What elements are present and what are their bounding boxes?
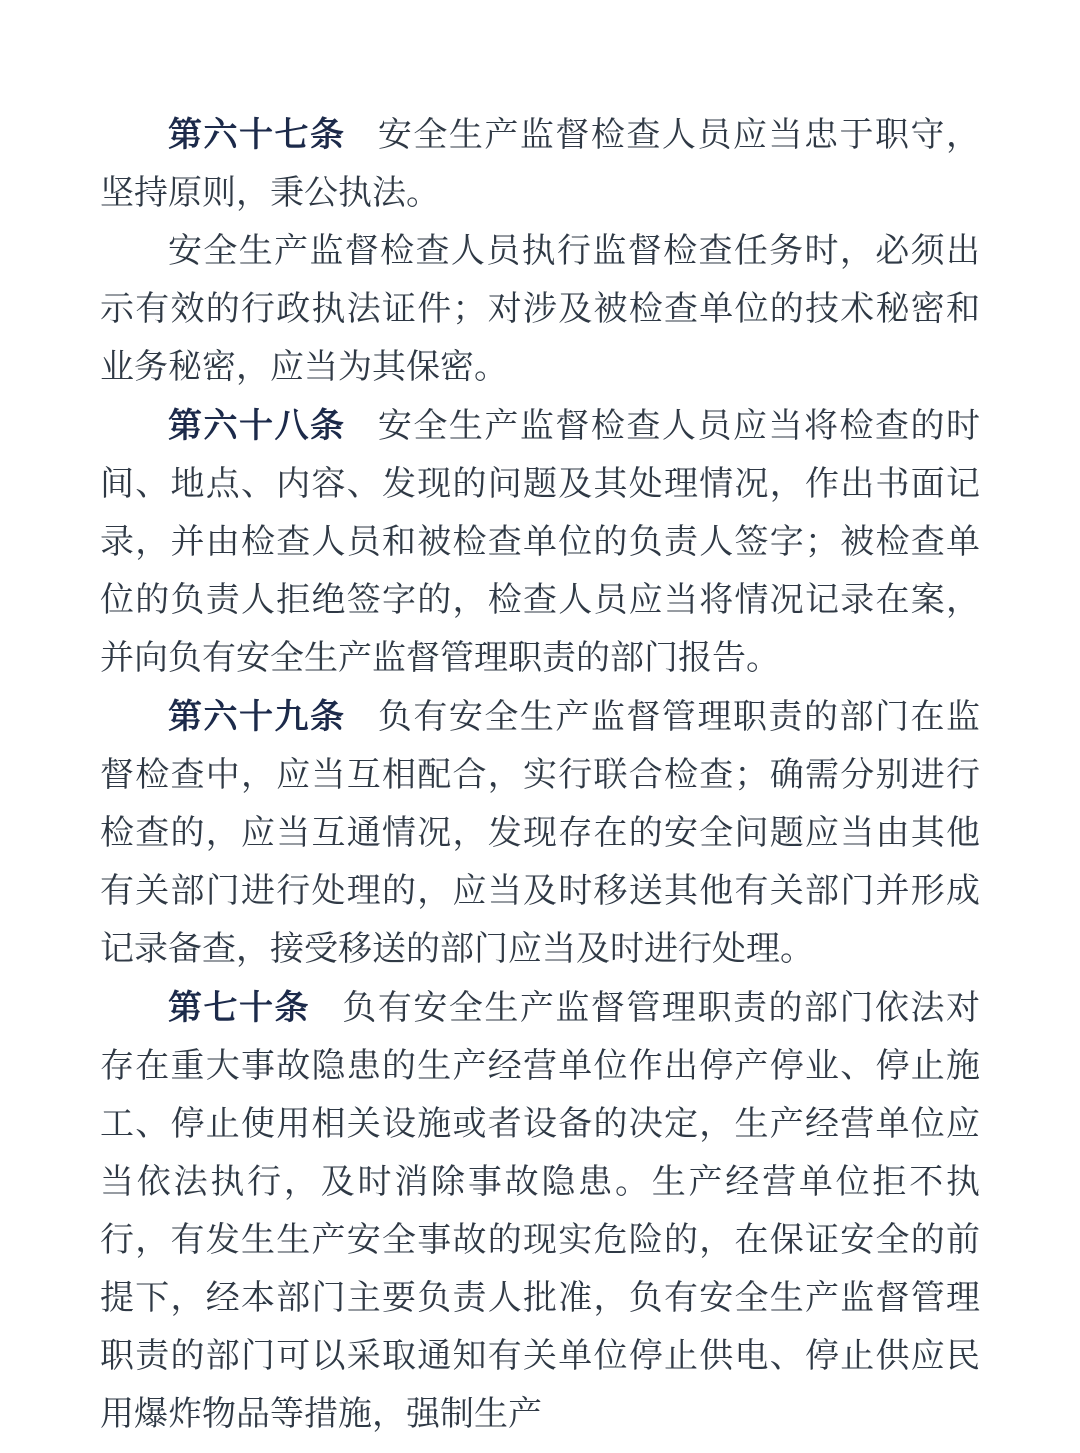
article-70-text: 负有安全生产监督管理职责的部门依法对存在重大事故隐患的生产经营单位作出停产停业、停止施工、停止使用相关设施或者设备的决定，生产经营单位应当依法执行，及时消除事故隐患。生产经营单位拒不执行，有发生生产安全事故的现实危险的，在保证安全的前提下，经本部门主要负责人批准，负有安全生产监督管理职责的部门可以采取通知有关单位停止供电、停止供应民用爆炸物品等措施，强制生产 [100,990,981,1433]
paragraph-article-70 [100,979,980,1444]
article-67-number: 第六十七条 [168,116,346,154]
article-70-number: 第七十条 [168,989,311,1027]
article-69-text: 负有安全生产监督管理职责的部门在监督检查中，应当互相配合，实行联合检查；确需分别进行检查的，应当互通情况，发现存在的安全问题应当由其他有关部门进行处理的，应当及时移送其他有关部门并形成记录备查，接受移送的部门应当及时进行处理。 [100,699,981,968]
article-69-number: 第六十九条 [168,698,346,736]
paragraph-article-67-clause-2 [100,223,980,397]
article-68-text: 安全生产监督检查人员应当将检查的时间、地点、内容、发现的问题及其处理情况，作出书面记录，并由检查人员和被检查单位的负责人签字；被检查单位的负责人拒绝签字的，检查人员应当将情况记录在案，并向负有安全生产监督管理职责的部门报告。 [100,408,981,677]
article-67-clause-2-text: 安全生产监督检查人员执行监督检查任务时，必须出示有效的行政执法证件；对涉及被检查单位的技术秘密和业务秘密，应当为其保密。 [100,233,980,386]
article-67-text: 安全生产监督检查人员应当忠于职守，坚持原则，秉公执法。 [100,117,981,212]
paragraph-article-68 [100,397,980,688]
paragraph-article-69 [100,688,980,979]
article-68-number: 第六十八条 [168,407,346,445]
paragraph-article-67 [100,106,980,223]
